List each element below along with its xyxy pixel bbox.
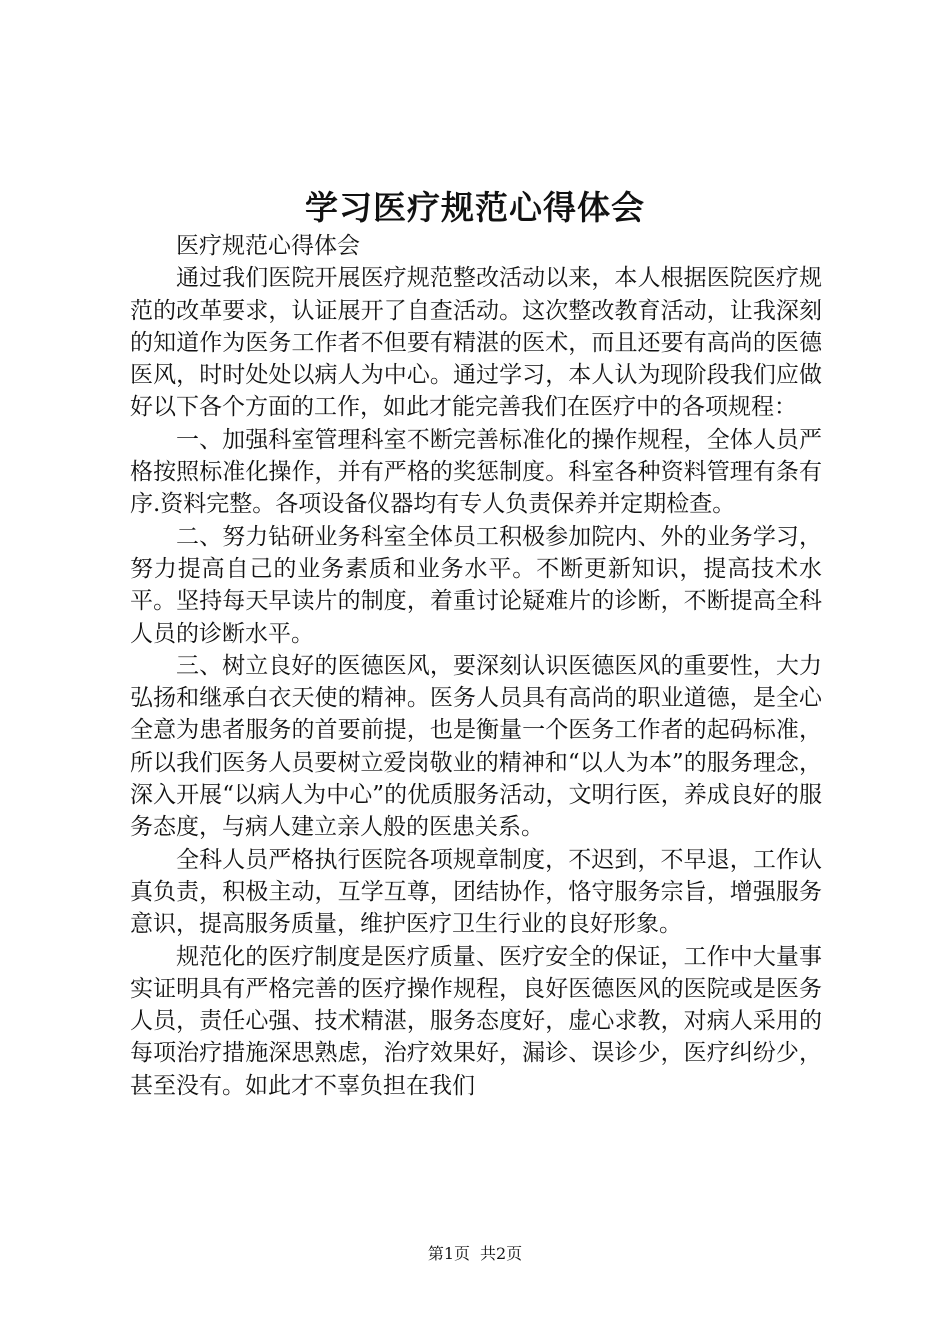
paragraph-point-2: 二、努力钻研业务科室全体员工积极参加院内、外的业务学习，努力提高自己的业务素质和业务水平。不断更新知识，提高技术水平。坚持每天早读片的制度，着重讨论疑难片的诊断，不断提高全科人员的诊断水平。: [130, 523, 822, 647]
paragraph-point-3: 三、树立良好的医德医风，要深刻认识医德医风的重要性，大力弘扬和继承白衣天使的精神。医务人员具有高尚的职业道德，是全心全意为患者服务的首要前提，也是衡量一个医务工作者的起码标准，所以我们医务人员要树立爱岗敬业的精神和“以人为本”的服务理念，深入开展“以病人为中心”的优质服务活动，文明行医，养成良好的服务态度，与病人建立亲人般的医患关系。: [130, 652, 822, 841]
page-total: 共2页: [480, 1244, 523, 1263]
paragraph-intro: 通过我们医院开展医疗规范整改活动以来，本人根据医院医疗规范的改革要求，认证展开了自查活动。这次整改教育活动，让我深刻的知道作为医务工作者不但要有精湛的医术，而且还要有高尚的医德医风，时时处处以病人为中心。通过学习，本人认为现阶段我们应做好以下各个方面的工作，如此才能完善我们在医疗中的各项规程：: [130, 265, 822, 421]
page-footer: [0, 1242, 950, 1266]
paragraph-discipline: 全科人员严格执行医院各项规章制度，不迟到，不早退，工作认真负责，积极主动，互学互尊，团结协作，恪守服务宗旨，增强服务意识，提高服务质量，维护医疗卫生行业的良好形象。: [130, 846, 822, 938]
paragraph-point-1: 一、加强科室管理科室不断完善标准化的操作规程，全体人员严格按照标准化操作，并有严格的奖惩制度。科室各种资料管理有条有序.资料完整。各项设备仪器均有专人负责保养并定期检查。: [130, 426, 822, 518]
page-number: 第1页: [427, 1244, 470, 1263]
document-body: [130, 230, 822, 1102]
paragraph-subtitle: 医疗规范心得体会: [176, 233, 360, 259]
page-title: 学习医疗规范心得体会: [305, 188, 645, 227]
paragraph-conclusion: 规范化的医疗制度是医疗质量、医疗安全的保证，工作中大量事实证明具有严格完善的医疗操作规程，良好医德医风的医院或是医务人员，责任心强、技术精湛，服务态度好，虚心求教，对病人采用的每项治疗措施深思熟虑，治疗效果好，漏诊、误诊少，医疗纠纷少，甚至没有。如此才不辜负担在我们: [130, 943, 822, 1099]
